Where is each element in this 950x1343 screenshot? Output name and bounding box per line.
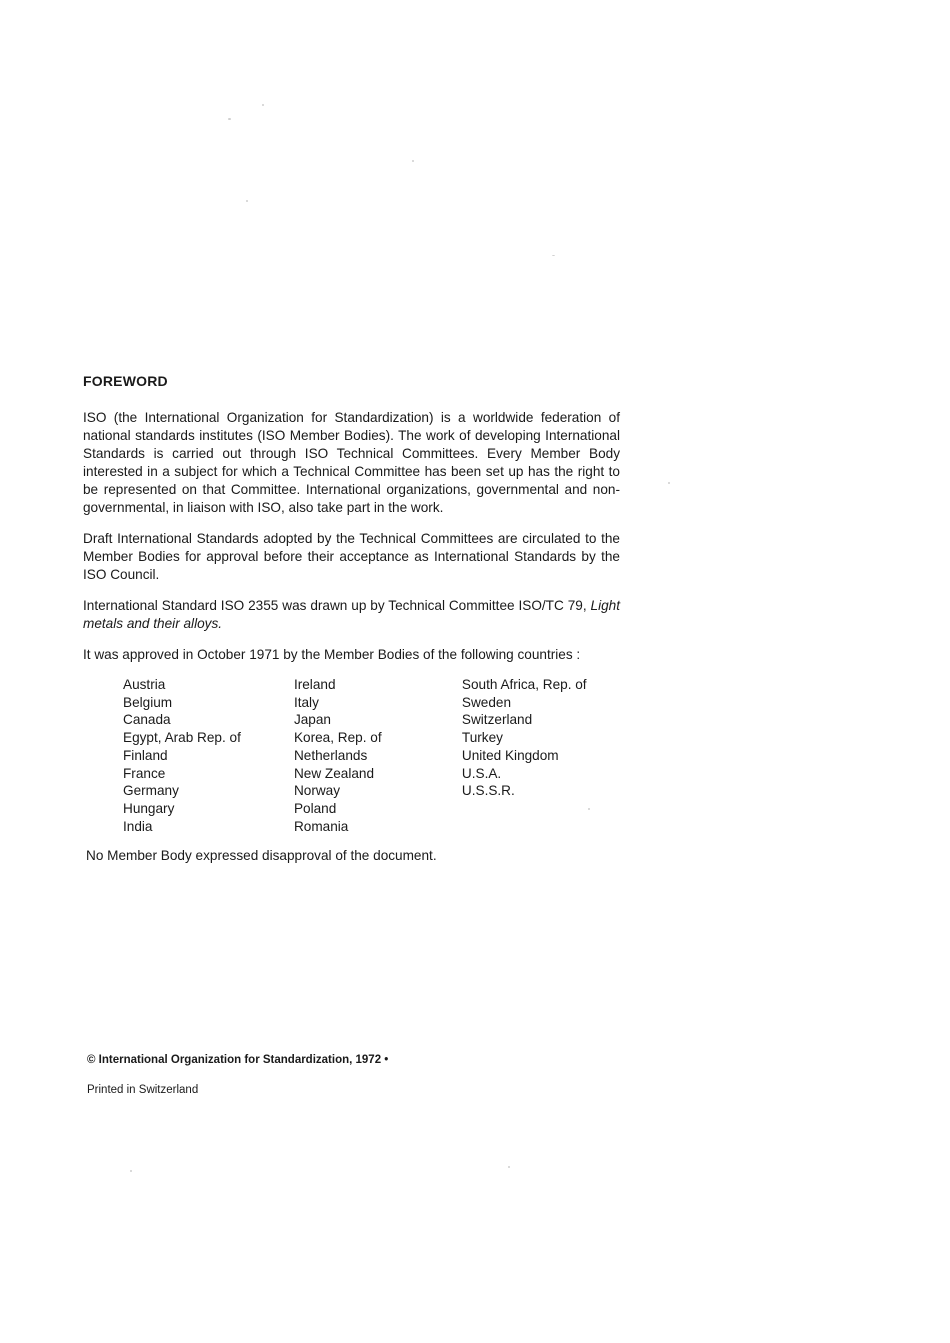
country-name: Belgium <box>123 694 173 710</box>
scan-artifact <box>228 118 231 120</box>
country-column-3 <box>462 676 620 835</box>
country-name: Japan <box>293 712 331 728</box>
scan-artifact <box>246 200 248 202</box>
country-name: Korea, Rep. of <box>293 730 382 746</box>
scan-artifact <box>412 160 414 162</box>
country-name: Netherlands <box>293 747 368 763</box>
country-name: Canada <box>123 712 171 728</box>
country-column-2 <box>294 676 462 835</box>
scan-artifact <box>552 255 555 256</box>
foreword-paragraph-approval: It was approved in October 1971 by the Member Bodies of the following countries : <box>83 647 581 662</box>
country-name: United Kingdom <box>461 747 559 763</box>
country-name: Ireland <box>293 677 336 692</box>
country-name: India <box>123 818 153 834</box>
country-name: Romania <box>293 818 349 834</box>
country-name: U.S.A. <box>461 765 502 781</box>
scan-artifact <box>508 1166 510 1168</box>
country-name: Switzerland <box>461 712 533 728</box>
scan-artifact <box>130 1170 132 1172</box>
country-name: Germany <box>123 783 179 799</box>
country-name: France <box>123 765 166 781</box>
country-name: Hungary <box>123 800 175 816</box>
country-name: Italy <box>293 694 319 710</box>
foreword-closing-statement: No Member Body expressed disapproval of the document. <box>86 848 437 864</box>
country-column-1 <box>123 676 294 835</box>
country-name: Norway <box>293 783 341 799</box>
country-name: Egypt, Arab Rep. of <box>123 730 241 746</box>
committee-text: International Standard ISO 2355 was drawn up by Technical Committee ISO/TC 79, <box>83 598 591 613</box>
foreword-paragraph-drafts: Draft International Standards adopted by the Technical Committees are circulated to the Member Bodies for approval before their acceptance as International Standards by the ISO Council. <box>83 531 620 582</box>
foreword-paragraph-iso: ISO (the International Organization for Standardization) is a worldwide federation of national standards institutes (ISO Member Bodies). The work of developing International Standards is carried out through ISO Technical Committees. Every Member Body interested in a subject for which a Technical Committee has been set up has the right to be represented on that Committee. International organizations, governmental and non-governmental, in liaison with ISO, also take part in the work. <box>83 410 620 515</box>
country-name: New Zealand <box>293 765 375 781</box>
country-name: South Africa, Rep. of <box>461 677 587 692</box>
country-name: U.S.S.R. <box>461 783 515 799</box>
foreword-section <box>83 372 620 865</box>
country-name: Austria <box>123 677 166 692</box>
country-name: Turkey <box>461 730 503 746</box>
country-name: Finland <box>123 747 168 763</box>
committee-title: Light metals and their alloys. <box>83 598 620 631</box>
foreword-heading: FOREWORD <box>83 373 168 389</box>
country-list <box>123 676 620 835</box>
scan-artifact <box>262 104 264 106</box>
copyright-notice: © International Organization for Standardization, 1972 • <box>87 1054 389 1066</box>
scan-artifact <box>668 482 670 484</box>
country-name: Sweden <box>461 694 512 710</box>
printed-in-notice: Printed in Switzerland <box>87 1084 199 1096</box>
foreword-paragraph-committee <box>83 597 620 633</box>
country-name: Poland <box>293 800 337 816</box>
